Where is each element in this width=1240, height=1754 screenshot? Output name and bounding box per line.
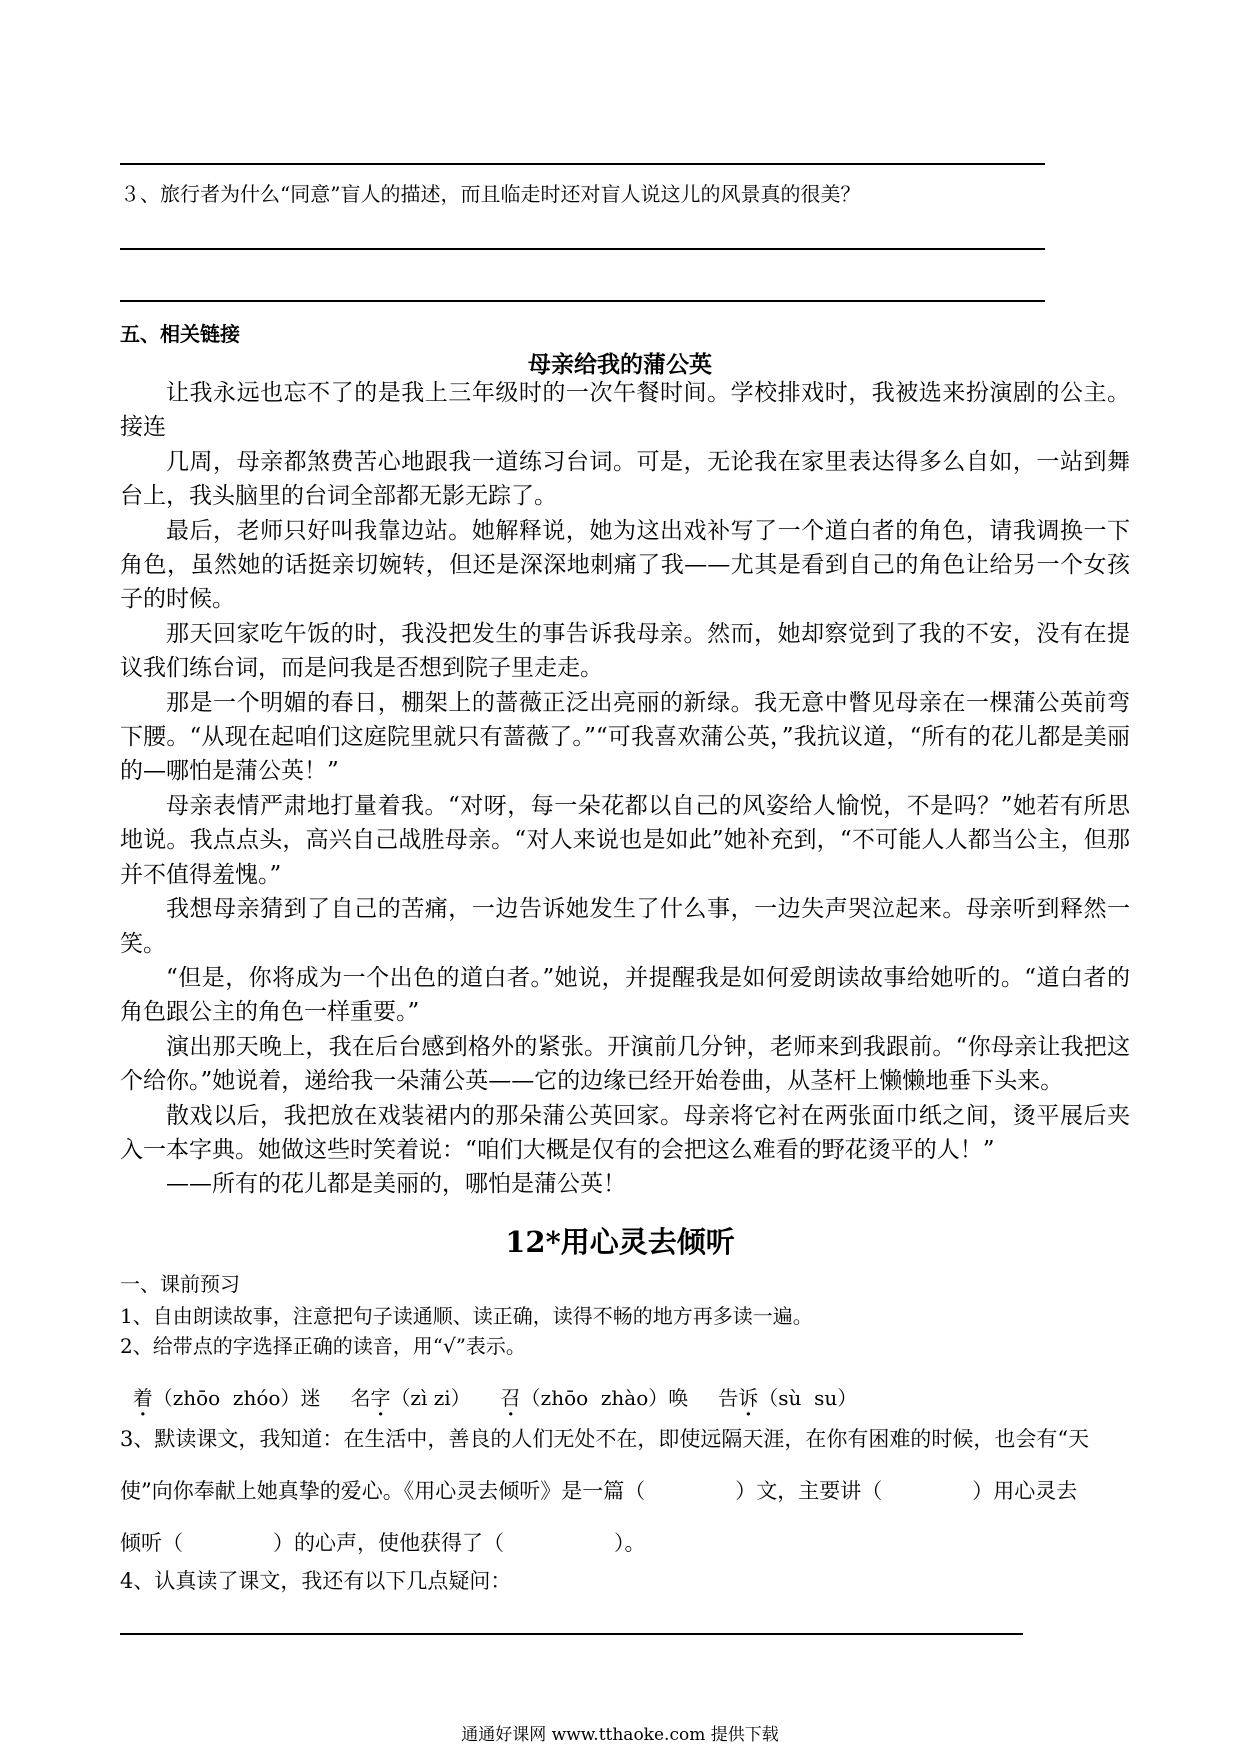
answer-line-2 (120, 248, 1045, 250)
story-paragraph: 我想母亲猜到了自己的苦痛，一边告诉她发生了什么事，一边失声哭泣起来。母亲听到释然一笑。 (120, 896, 1130, 957)
pre-item-1: 1、自由朗读故事，注意把句子读通顺、读正确，读得不畅的地方再多读一遍。 (120, 1304, 813, 1328)
text-segment: ）。 (614, 1531, 646, 1555)
footer-credit: 通通好课网 www.tthaoke.com 提供下载 (461, 1725, 779, 1745)
story-paragraph: ——所有的花儿都是美丽的，哪怕是蒲公英！ (166, 1171, 626, 1198)
char-prefix: 告 (718, 1386, 739, 1410)
answer-line-4[interactable] (120, 1633, 1023, 1635)
pre-item-3-line-2 (120, 1475, 1077, 1505)
pre-item-3-line-3 (120, 1527, 646, 1557)
pre-study-heading: 一、课前预习 (120, 1272, 240, 1296)
pinyin-options[interactable]: （zì zi） (390, 1386, 471, 1410)
story-paragraph: 最后，老师只好叫我靠边站。她解释说，她为这出戏补写了一个道白者的角色，请我调换一下角色，虽然她的话挺亲切婉转，但还是深深地刺痛了我——尤其是看到自己的角色让给另一个女孩子的时候。 (120, 517, 1130, 613)
text-segment: ）的心声，使他获得了（ (273, 1531, 504, 1555)
pre-item-3-line-1: 3、默读课文，我知道：在生活中，善良的人们无处不在，即使远隔天涯，在你有困难的时候，也会有“天 (120, 1427, 1090, 1451)
pre-item-2: 2、给带点的字选择正确的读音，用“√”表示。 (120, 1334, 526, 1358)
story-paragraph: 那天回家吃午饭的时，我没把发生的事告诉我母亲。然而，她却察觉到了我的不安，没有在提议我们练台词，而是问我是否想到院子里走走。 (120, 620, 1130, 682)
answer-line-3 (120, 300, 1045, 302)
question-3: ３、旅行者为什么“同意”盲人的描述，而且临走时还对盲人说这儿的风景真的很美？ (120, 182, 861, 206)
char-prefix: 名 (350, 1386, 371, 1410)
char-suffix: 迷 (300, 1386, 321, 1410)
pinyin-options[interactable]: （zhōo zhào） (520, 1386, 669, 1410)
story-paragraph: 演出那天晚上，我在后台感到格外的紧张。开演前几分钟，老师来到我跟前。“你母亲让我把这个给你。”她说着，递给我一朵蒲公英——它的边缘已经开始卷曲，从茎杆上懒懒地垂下头来。 (120, 1033, 1130, 1095)
lesson-title: 12*用心灵去倾听 (505, 1225, 735, 1259)
section-heading-related-links: 五、相关链接 (120, 322, 240, 346)
story-paragraph: 母亲表情严肃地打量着我。“对呀，每一朵花都以自己的风姿给人愉悦，不是吗？”她若有所思地说。我点点头，高兴自己战胜母亲。“对人来说也是如此”她补充到，“不可能人人都当公主，但那并不值得羞愧。” (120, 792, 1130, 888)
text-segment: 使”向你奉献上她真挚的爱心。《用心灵去倾听》是一篇（ (120, 1479, 646, 1503)
pinyin-options[interactable]: （sù su） (758, 1386, 858, 1410)
story-body (120, 376, 1130, 1202)
pre-item-4: 4、认真读了课文，我还有以下几点疑问： (120, 1569, 512, 1593)
pinyin-exercise-row (120, 1358, 857, 1411)
story-paragraph: 让我永远也忘不了的是我上三年级时的一次午餐时间。学校排戏时，我被选来扮演剧的公主。接连 (120, 380, 1130, 441)
story-paragraph: 那是一个明媚的春日，棚架上的蔷薇正泛出亮丽的新绿。我无意中瞥见母亲在一棵蒲公英前弯下腰。“从现在起咱们这庭院里就只有蔷薇了。”“可我喜欢蒲公英，”我抗议道，“所有的花儿都是美丽的—哪怕是蒲公英！” (120, 689, 1130, 785)
dotted-char: 字 (370, 1386, 391, 1410)
text-segment: 倾听（ (120, 1531, 183, 1555)
answer-line-1 (120, 163, 1045, 165)
story-paragraph: “但是，你将成为一个出色的道白者。”她说，并提醒我是如何爱朗读故事给她听的。“道白者的角色跟公主的角色一样重要。” (120, 964, 1130, 1026)
text-segment: ）文，主要讲（ (735, 1479, 883, 1503)
char-suffix: 唤 (668, 1386, 689, 1410)
pinyin-options[interactable]: （zhōo zhóo） (152, 1386, 301, 1410)
text-segment: ）用心灵去 (972, 1479, 1078, 1503)
story-paragraph: 散戏以后，我把放在戏装裙内的那朵蒲公英回家。母亲将它衬在两张面巾纸之间，烫平展后夹入一本字典。她做这些时笑着说：“咱们大概是仅有的会把这么难看的野花烫平的人！” (120, 1102, 1130, 1163)
dotted-char: 诉 (738, 1386, 759, 1410)
story-title: 母亲给我的蒲公英 (528, 351, 712, 378)
dotted-char: 着 (132, 1386, 153, 1410)
story-paragraph: 几周，母亲都煞费苦心地跟我一道练习台词。可是，无论我在家里表达得多么自如，一站到舞台上，我头脑里的台词全部都无影无踪了。 (120, 448, 1130, 510)
dotted-char: 召 (500, 1386, 521, 1410)
